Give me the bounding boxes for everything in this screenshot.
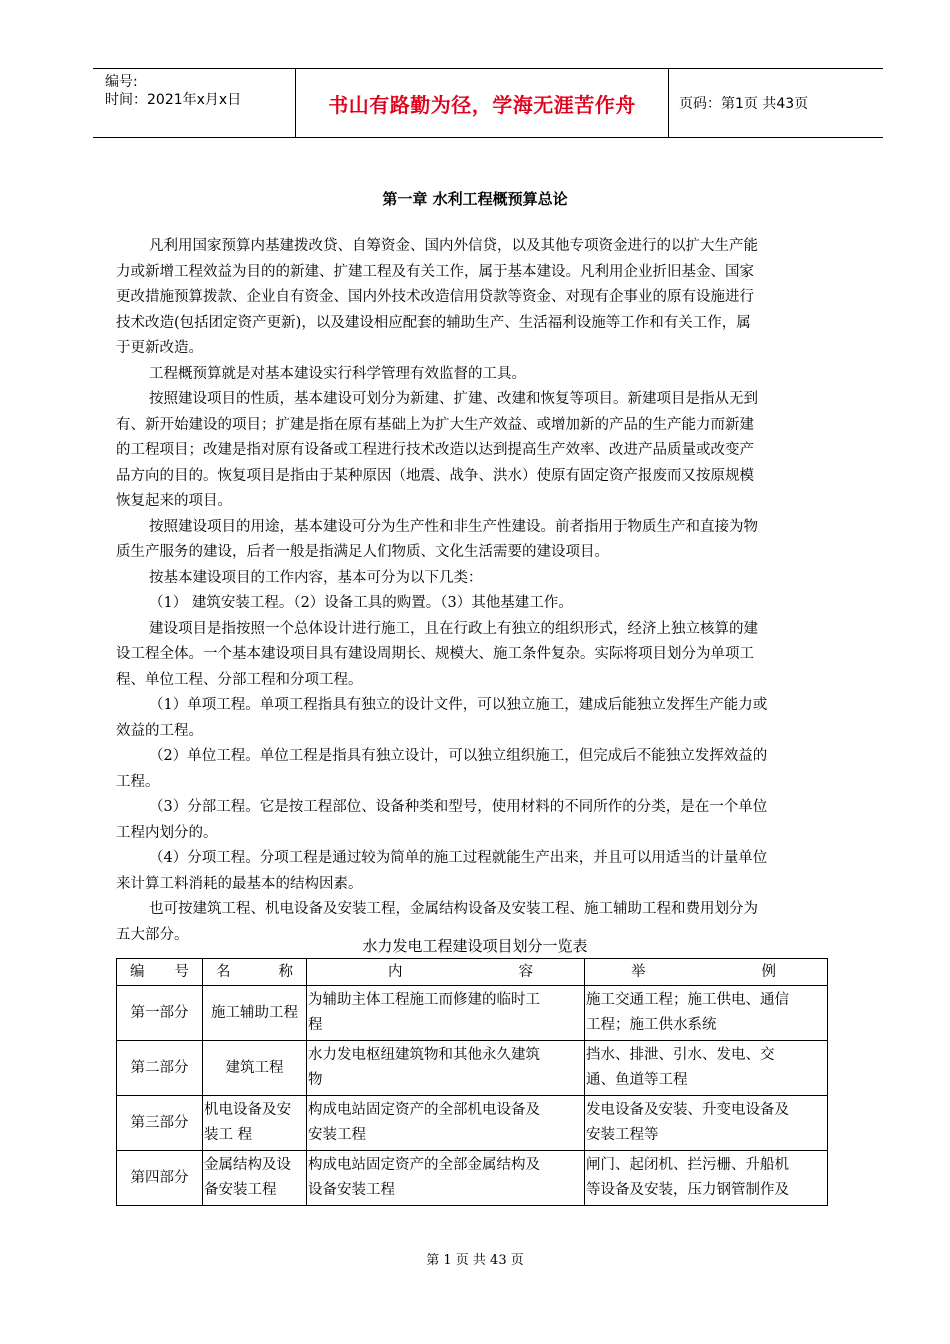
cell-line: 闸门、起闭机、拦污栅、升船机: [586, 1157, 789, 1173]
page-footer: 第 1 页 共 43 页: [426, 1253, 524, 1268]
cell-content: [307, 1096, 585, 1151]
document-number-label: 编号:: [105, 74, 138, 90]
cell-line: 为辅助主体工程施工而修建的临时工: [308, 992, 540, 1008]
cell-line: 安装工程等: [586, 1127, 659, 1143]
paragraph-line: 五大部分。: [116, 926, 189, 943]
header-cell-content: 内 容: [307, 959, 585, 986]
header-cell-example: 举 例: [585, 959, 828, 986]
paragraph-line: （4）分项工程。分项工程是通过较为简单的施工过程就能生产出来，并且可以用适当的计量单位: [149, 850, 768, 866]
paragraph-line: 建设项目是指按照一个总体设计进行施工，且在行政上有独立的组织形式，经济上独立核算的建: [149, 620, 758, 637]
paragraph-line: 力或新增工程效益为目的的新建、扩建工程及有关工作，属于基本建设。凡利用企业折旧基金、国家: [116, 263, 754, 280]
cell-example: [585, 1096, 828, 1151]
cell-line: 水力发电枢纽建筑物和其他永久建筑: [308, 1047, 540, 1063]
paragraph-line: 更改措施预算拨款、企业自有资金、国内外技术改造信用贷款等资金、对现有企事业的原有设施进行: [116, 289, 754, 305]
cell-line: 备安装工程: [204, 1182, 277, 1198]
header-cell-number: 编 号: [117, 959, 203, 986]
cell-name: [203, 1096, 307, 1151]
header-motto: 书山有路勤为径，学海无涯苦作舟: [328, 92, 636, 117]
paragraph-line: 也可按建筑工程、机电设备及安装工程，金属结构设备及安装工程、施工辅助工程和费用划分为: [149, 901, 758, 917]
cell-name: [203, 986, 307, 1041]
paragraph-line: 工程内划分的。: [116, 824, 218, 841]
cell-line: 机电设备及安: [204, 1102, 291, 1118]
cell-part-number: 第三部分: [117, 1096, 203, 1151]
cell-example: [585, 986, 828, 1041]
cell-line: 通、鱼道等工程: [586, 1072, 688, 1088]
cell-content: [307, 986, 585, 1041]
paragraph: [116, 846, 862, 897]
paragraph-line: 于更新改造。: [116, 340, 203, 356]
paragraph: [116, 795, 862, 846]
cell-part-number: 第一部分: [117, 986, 203, 1041]
paragraph-line: 工程。: [116, 773, 160, 790]
cell-line: 等设备及安装，压力钢管制作及: [586, 1182, 789, 1198]
table-row: [117, 1096, 828, 1151]
cell-line: 工程；施工供水系统: [586, 1017, 717, 1033]
cell-example: [585, 1041, 828, 1096]
paragraph-line: （2）单位工程。单位工程是指具有独立设计，可以独立组织施工，但完成后不能独立发挥效益的: [149, 748, 768, 764]
cell-line: 物: [308, 1072, 323, 1088]
cell-line: 构成电站固定资产的全部机电设备及: [308, 1102, 540, 1118]
paragraph: [116, 617, 862, 694]
paragraph-line: 工程概预算就是对基本建设实行科学管理有效监督的工具。: [149, 365, 526, 382]
cell-line: 装工 程: [204, 1127, 253, 1143]
paragraph-line: 凡利用国家预算内基建拨改贷、自筹资金、国内外信贷，以及其他专项资金进行的以扩大生产能: [149, 238, 758, 254]
cell-content: [307, 1151, 585, 1206]
paragraph: [116, 566, 862, 592]
cell-line: 金属结构及设: [204, 1157, 291, 1173]
paragraph-line: 品方向的目的。恢复项目是指由于某种原因（地震、战争、洪水）使原有固定资产报废而又按原规模: [116, 467, 754, 484]
paragraph-line: 来计算工料消耗的最基本的结构因素。: [116, 875, 363, 892]
paragraph-line: 按照建设项目的用途，基本建设可分为生产性和非生产性建设。前者指用于物质生产和直接为物: [149, 518, 758, 535]
paragraph-line: 设工程全体。一个基本建设项目具有建设周期长、规模大、施工条件复杂。实际将项目划分为单项工: [116, 646, 754, 662]
paragraph-line: 程、单位工程、分部工程和分项工程。: [116, 671, 363, 688]
paragraph-line: 技术改造(包括团定资产更新)，以及建设相应配套的辅助生产、生活福利设施等工作和有关工作，属: [116, 314, 751, 331]
cell-content: [307, 1041, 585, 1096]
paragraph: [116, 387, 862, 515]
cell-part-number: 第四部分: [117, 1151, 203, 1206]
page-header: [93, 68, 883, 138]
paragraph: [116, 693, 862, 744]
header-cell-name: 名 称: [203, 959, 307, 986]
cell-part-number: 第二部分: [117, 1041, 203, 1096]
paragraph-line: 按基本建设项目的工作内容，基本可分为以下几类：: [149, 569, 483, 586]
table-row: [117, 1151, 828, 1206]
paragraph: [116, 234, 862, 362]
document-time-label: 时间：2021年x月x日: [105, 92, 242, 108]
paragraph-line: （3）分部工程。它是按工程部位、设备种类和型号，使用材料的不同所作的分类，是在一个单位: [149, 799, 768, 815]
cell-line: 发电设备及安装、升变电设备及: [586, 1102, 789, 1118]
cell-line: 挡水、排泄、引水、发电、交: [586, 1047, 775, 1063]
table-header-row: [117, 959, 828, 986]
cell-line: 施工交通工程；施工供电、通信: [586, 992, 789, 1008]
paragraph: [116, 744, 862, 795]
paragraph: [116, 362, 862, 388]
chapter-title: 第一章 水利工程概预算总论: [382, 190, 568, 208]
table-caption: 水力发电工程建设项目划分一览表: [362, 937, 588, 955]
paragraph-line: 按照建设项目的性质，基本建设可划分为新建、扩建、改建和恢复等项目。新建项目是指从无到: [149, 391, 758, 407]
table-row: [117, 986, 828, 1041]
paragraph-line: 效益的工程。: [116, 722, 203, 739]
paragraph-line: 恢复起来的项目。: [116, 493, 232, 509]
cell-line: 安装工程: [308, 1127, 366, 1143]
table-row: [117, 1041, 828, 1096]
paragraph-line: （1） 建筑安装工程。（2）设备工具的购置。（3）其他基建工作。: [149, 595, 573, 611]
cell-line: 建筑工程: [225, 1059, 284, 1076]
header-page-label: 页码：第1页 共43页: [679, 96, 809, 112]
header-page-cell: [669, 69, 883, 137]
cell-line: 设备安装工程: [308, 1182, 395, 1198]
paragraph: [116, 515, 862, 566]
cell-name: [203, 1041, 307, 1096]
header-info-cell: [93, 69, 295, 137]
cell-example: [585, 1151, 828, 1206]
document-body: [116, 234, 862, 948]
paragraph-line: 质生产服务的建设，后者一般是指满足人们物质、文化生活需要的建设项目。: [116, 544, 609, 560]
cell-line: 构成电站固定资产的全部金属结构及: [308, 1157, 540, 1173]
paragraph-line: 有、新开始建设的项目；扩建是指在原有基础上为扩大生产效益、或增加新的产品的生产能力而新建: [116, 416, 754, 433]
cell-line: 程: [308, 1017, 323, 1033]
project-division-table: [116, 958, 828, 1206]
paragraph-line: 的工程项目；改建是指对原有设备或工程进行技术改造以达到提高生产效率、改进产品质量或改变产: [116, 442, 754, 458]
header-motto-cell: [295, 69, 669, 137]
paragraph-line: （1）单项工程。单项工程指具有独立的设计文件，可以独立施工，建成后能独立发挥生产能力或: [149, 697, 768, 713]
paragraph: [116, 591, 862, 617]
cell-name: [203, 1151, 307, 1206]
cell-line: 施工辅助工程: [211, 1004, 298, 1021]
